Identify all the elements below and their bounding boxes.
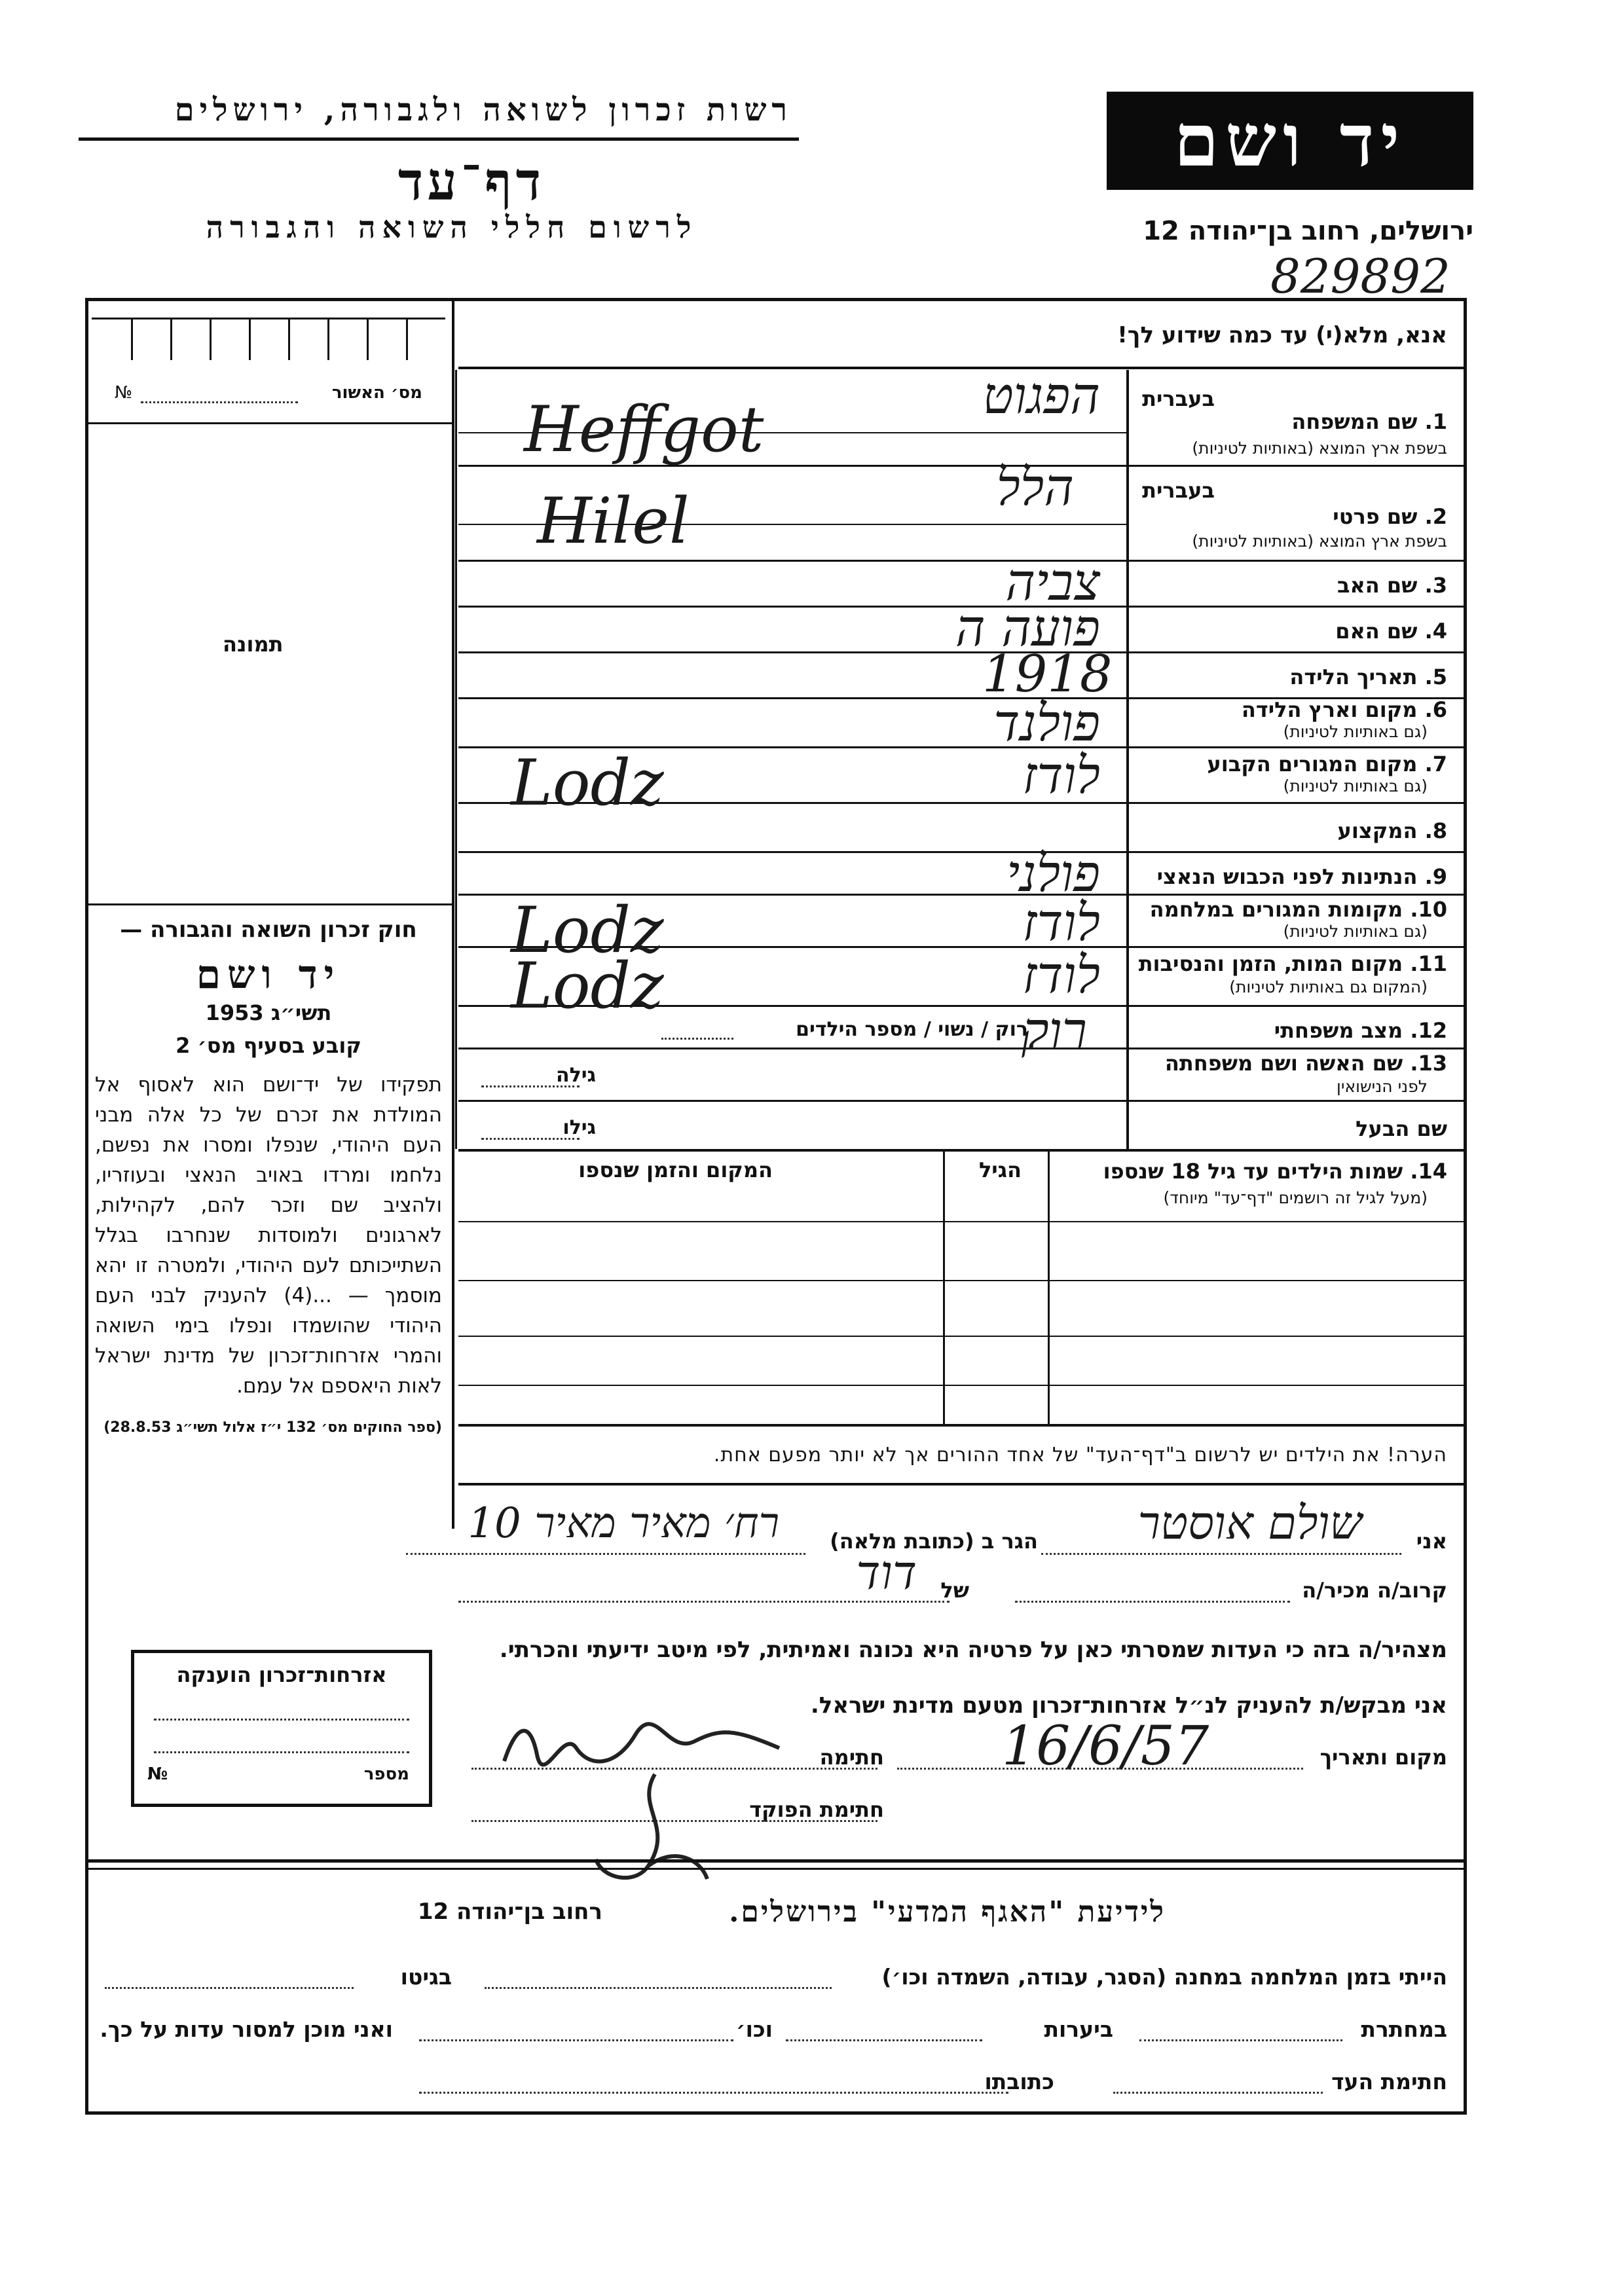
photo-label: תמונה	[223, 632, 284, 657]
ghetto-label: בגיטו	[400, 1964, 452, 1990]
row-line	[458, 1100, 1464, 1102]
intro-instruction: אנא, מלא(י) עד כמה שידוע לך!	[1117, 322, 1447, 348]
citizenship-dots-2	[154, 1751, 409, 1753]
field-1-hebrew-label: בעברית	[1142, 386, 1215, 411]
camp-dots	[485, 1987, 832, 1989]
declarant-address: רח׳ מאיר מאיר 10	[468, 1499, 779, 1548]
camp-line: הייתי בזמן המלחמה במחנה (הסגר, עבודה, השמדה וכו׳)	[881, 1964, 1447, 1990]
approval-number-label: מס׳ האשור	[331, 383, 422, 403]
declarant-name: שולם אוסטר	[1137, 1496, 1362, 1550]
field-10-sub: (גם באותיות לטיניות)	[1283, 922, 1428, 941]
yad-vashem-logo: יד ושם	[1107, 92, 1473, 190]
witness-signature-dots	[1113, 2092, 1323, 2094]
officer-signature	[576, 1768, 720, 1892]
field-8-label: 8. המקצוע	[1337, 818, 1447, 843]
children-sub: (מעל לגיל זה רושמים "דף־עד" מיוחד)	[1163, 1188, 1428, 1207]
left-column-border	[452, 298, 454, 1529]
bottom-divider-2	[85, 1868, 1467, 1870]
declarant-label: אני	[1416, 1529, 1447, 1554]
witness-signature-label: חתימת העד	[1331, 2069, 1447, 2094]
place-date-label: מקום ותאריך	[1320, 1745, 1447, 1770]
field-13-sub: לפני הנישואין	[1337, 1077, 1428, 1096]
label-column-border	[1126, 370, 1129, 1149]
approval-number	[115, 383, 435, 403]
field-6-label: 6. מקום וארץ הלידה	[1241, 697, 1447, 722]
children-header-line	[458, 1221, 1464, 1222]
death-place-latin: Lodz	[511, 949, 664, 1023]
death-place: לודז	[1022, 946, 1100, 1005]
bottom-divider	[85, 1859, 1467, 1863]
residence-latin: Lodz	[511, 746, 664, 820]
residence: לודז	[1022, 746, 1100, 805]
underground-dots	[1139, 2039, 1342, 2041]
husband-age-dots	[481, 1138, 580, 1140]
husband-age-label: גילו	[563, 1116, 596, 1139]
law-body: תפקידו של יד־ושם הוא לאסוף אל המולדת את זכרם של כל אלה מבני העם היהודי, שנפלו ומסרו את נפשם, נלחמו ומרדו באויב הנאצי ובעוזריו, ולהציב שם וזכר להם, לקהילות, לארגונים ולמוסדות שנחרבו בגלל השתייכותם לעם היהודי, ולמטרה זו יהא מוסמך — ...(4) להעניק לבני העם היהודי שהושמדו ונפלו בימי השואה והמרי אזרחות־זכרון של מדינת ישראל לאות היאספם אל עמם.	[95, 1073, 442, 1398]
marital-status-value: רוק	[1021, 1002, 1087, 1061]
children-age-col	[943, 1149, 945, 1424]
first-name-hebrew: הלל	[996, 458, 1074, 517]
field-2-hebrew-label: בעברית	[1142, 478, 1215, 503]
wartime-residence-latin: Lodz	[511, 894, 664, 967]
citizenship-number-label: מספר	[363, 1764, 409, 1784]
law-year: תשי״ג 1953	[205, 1000, 332, 1025]
father-name: צביה	[1005, 553, 1100, 612]
first-name-latin: Hilel	[537, 484, 690, 558]
field-1-sub: בשפת ארץ המוצא (באותיות לטיניות)	[1192, 439, 1447, 458]
field-13-label: 13. שם האשה ושם משפחתה	[1164, 1051, 1447, 1076]
citizenship-dots-1	[154, 1719, 409, 1721]
intro-divider	[458, 367, 1467, 369]
relative-label: קרוב/ה מכיר/ה	[1302, 1578, 1447, 1603]
forests-label: ביערות	[1044, 2016, 1113, 2042]
ghetto-dots	[105, 1987, 354, 1989]
law-source: (ספר החוקים מס׳ 132 י״ז אלול תשי״ג 28.8.53)	[103, 1419, 442, 1436]
address-dots	[406, 1553, 805, 1555]
witness-address-label: כתובתו	[984, 2069, 1054, 2094]
children-name-col	[1048, 1149, 1050, 1424]
field-2-label: 2. שם פרטי	[1333, 504, 1447, 529]
family-name-hebrew: הפגוט	[982, 367, 1100, 426]
declaration-statement: מצהיר/ה בזה כי העדות שמסרתי כאן על פרטיה היא נכונה ואמיתית, לפי מיטב ידיעתי והכרתי.	[499, 1637, 1447, 1663]
children-note: הערה! את הילדים יש לרשום ב"דף־העד" של אחד ההורים אך לא יותר מפעם אחת.	[713, 1444, 1447, 1467]
signature-label: חתימה	[819, 1745, 884, 1770]
field-7-label: 7. מקום המגורים הקבוע	[1207, 752, 1447, 776]
law-excerpt	[95, 917, 442, 1439]
field-1-label: 1. שם המשפחה	[1291, 409, 1447, 434]
birth-place: פולנד	[993, 694, 1100, 753]
row-line	[458, 1385, 1464, 1386]
field-11-label: 11. מקום המות, הזמן והנסיבות	[1138, 951, 1447, 976]
officer-signature-label: חתימת הפוקד	[749, 1797, 884, 1822]
bottom-address: רחוב בן־יהודה 12	[417, 1899, 602, 1925]
residence-label: הגר ב (כתובת מלאה)	[830, 1529, 1038, 1554]
approval-number-suffix: №	[115, 383, 133, 403]
archive-number: 829892	[1270, 249, 1450, 304]
relative-dots	[1015, 1601, 1290, 1603]
citizenship-number-suffix: №	[147, 1764, 168, 1784]
etc-dots	[419, 2039, 733, 2041]
mother-name: פועה ה	[955, 599, 1100, 658]
row-line	[458, 1048, 1464, 1049]
field-7-sub: (גם באותיות לטיניות)	[1283, 776, 1428, 795]
wartime-residence: לודז	[1022, 894, 1100, 953]
birth-date: 1918	[982, 645, 1113, 704]
note-divider	[458, 1483, 1464, 1485]
wife-age-dots	[481, 1085, 580, 1087]
field-2-sub: בשפת ארץ המוצא (באותיות לטיניות)	[1192, 532, 1447, 551]
bottom-title: לידיעת "האגף המדעי" בירושלים.	[729, 1895, 1166, 1929]
forests-dots	[786, 2039, 982, 2041]
field-9-label: 9. הנתינות לפני הכבוש הנאצי	[1156, 864, 1447, 889]
field-12-label: 12. מצב משפחתי	[1274, 1018, 1447, 1043]
husband-label: שם הבעל	[1356, 1116, 1447, 1141]
marital-options: רוק / נשוי / מספר הילדים	[796, 1018, 1028, 1041]
children-age-header: הגיל	[978, 1157, 1022, 1182]
field-5-label: 5. תאריך הלידה	[1289, 665, 1447, 689]
field-10-label: 10. מקומות המגורים במלחמה	[1149, 897, 1447, 922]
witness-address-dots	[419, 2092, 1008, 2094]
row-line	[458, 1149, 1464, 1152]
relative-of-dots	[458, 1601, 950, 1603]
photo-divider	[85, 903, 452, 905]
law-title: חוק זכרון השואה והגבורה —	[120, 917, 417, 943]
etc-label: וכו׳	[736, 2016, 773, 2042]
relative-name: דוד	[856, 1545, 917, 1600]
row-line	[458, 560, 1464, 562]
ready-statement: ואני מוכן למסור עדות על כך.	[100, 2016, 393, 2042]
of-label: של	[940, 1578, 969, 1603]
row-line	[458, 1336, 1464, 1337]
field-6-sub: (גם באותיות לטיניות)	[1283, 722, 1428, 741]
header-divider	[79, 137, 799, 141]
children-place-header: המקום והזמן שנספו	[578, 1157, 773, 1182]
row-line	[458, 1424, 1464, 1427]
underground-label: במחתרת	[1361, 2016, 1447, 2042]
citizenship-title: אזרחות־זכרון הוענקה	[176, 1662, 387, 1687]
field-11-sub: (המקום גם באותיות לטיניות)	[1229, 977, 1428, 996]
row-line	[458, 1280, 1464, 1281]
citizenship-request: אני מבקש/ת להעניק לנ״ל אזרחות־זכרון מטעם מדינת ישראל.	[810, 1692, 1447, 1719]
approval-divider	[85, 422, 452, 424]
form-title: דף־עד	[397, 151, 545, 212]
field-3-label: 3. שם האב	[1337, 573, 1447, 598]
row-line	[458, 851, 1464, 853]
declaration-date: 16/6/57	[1002, 1715, 1209, 1777]
tick-boxes	[92, 318, 445, 360]
institution-address: ירושלים, רחוב בן־יהודה 12	[1143, 216, 1473, 246]
family-name-latin: Heffgot	[524, 393, 764, 466]
law-name: יד ושם	[196, 952, 341, 998]
memorial-citizenship-box	[131, 1650, 432, 1807]
nationality: פולני	[1006, 845, 1100, 903]
children-label: 14. שמות הילדים עד גיל 18 שנספו	[1103, 1159, 1447, 1184]
value-column-border	[455, 370, 457, 1149]
law-clause: קובע בסעיף מס׳ 2	[175, 1033, 361, 1058]
wife-age-label: גילה	[556, 1064, 596, 1087]
declarant-dots	[1041, 1553, 1401, 1555]
organization-line: רשות זכרון לשואה ולגבורה, ירושלים	[174, 92, 792, 128]
field-4-label: 4. שם האם	[1335, 619, 1447, 644]
form-subtitle: לרשום חללי השואה והגבורה	[206, 210, 698, 245]
children-count-dots	[661, 1038, 733, 1040]
